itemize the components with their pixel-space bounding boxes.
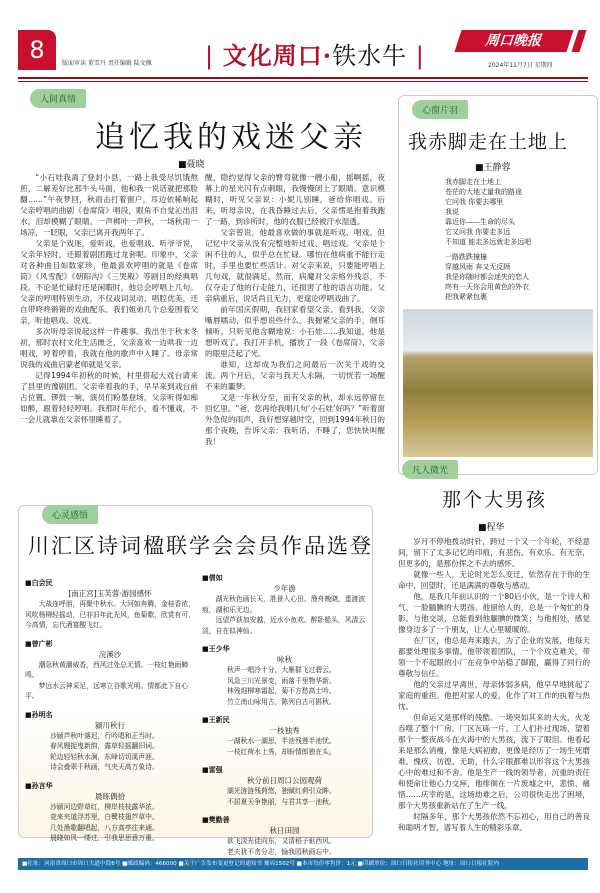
column-badge-xinchuang: 心窗片羽 bbox=[412, 100, 468, 119]
poem-body bbox=[445, 177, 595, 302]
paragraph: 他的父亲过早离世，母亲体弱多病，他早早地挑起了家庭的重担。他把对家人的爱，化作了对工作的执着与热忱。 bbox=[398, 680, 590, 711]
paragraph: 父亲曾说，他最喜欢做的事就是听戏、唱戏。但记忆中父亲从没有完整地听过戏、唱过戏。父亲是个闲不住的人，似乎总在忙碌。哪怕在他病重不能行走时，手里也要忙些活计。对父亲来说，只要能哼唱上几句戏，就很满足。然而，病魔对父亲格外残忍，不仅夺走了他的行走能力，还损害了他的语言功能。父亲病重后，说话尚且无力，更遑论哼唱戏曲了。 bbox=[205, 228, 385, 303]
paragraph: 醒，隐约觉得父亲的臂弯就像一艘小船，摇啊摇，夜幕上的星光闪有点刺眼，我慢慢闭上了眼睛。意识模糊时，听见父亲说：小妮儿别睡，爸给你唱戏。后来，听母亲说，在我昏睡过去后，父亲愣是抱着我跑了一路，到诊所时，他的衣服已经被汗水湿透。 bbox=[205, 173, 385, 226]
column-badge-renjian: 人间真情 bbox=[30, 89, 86, 108]
poem-text: 不屈夏天争艳丽，与君共享一池秋。 bbox=[227, 797, 336, 806]
poem-text: 老夫犹不贪分志，愉我园秋画忘中。 bbox=[227, 847, 336, 856]
poem-text: 春风嫂捉曳新韵，露草轻摇翻旧词。 bbox=[50, 742, 159, 750]
poem-title: 少年游 bbox=[273, 584, 296, 593]
poetry-column-left bbox=[25, 570, 195, 844]
poem-text: 诗会叠翠千秋画，气夹天高万象诗。 bbox=[50, 763, 159, 771]
paragraph: 岁月不停地拨动时针，跨过一个又一个年轮，不经意间，留下了太多记忆的印痕，有悲伤、有欢乐、有无奈，但更多的，是那份挥之不去的感怀。 bbox=[398, 537, 590, 568]
paragraph: 又是一年秋分至，而有父亲的秋，却永远停留在回忆里。“爸，您再给我唱几句‘小石娃’好吗？”听着窗外急促的雨声，我好想穿越时空，回到1994年秋日的那个夜晚，告诉父亲：我听话，不睡了，您快快叫醒我！ bbox=[205, 393, 385, 446]
paragraph: 但命运又是那样的残酷。一场突如其来的大火，火龙吞噬了整个厂房，厂区瓦砾一片。工人们扑过现场，望着那个一整夜战斗在火海中的大男孩，流下了眼泪。他看起来是那么消瘦，像是大病初愈，更像是经历了一场生死磨难。愧疚、彷徨、无助，什么字眼都难以形容这个大男孩心中的难过和不舍。他是生产一线的领导者，沉重的责任和使命让他心力交瘁，他徘徊在一片废墟之中，悲愤、痛惜……庆幸的是，这场劫难之后，公司很快走出了困境，那个大男孩重新站在了生产一线。 bbox=[398, 713, 590, 810]
paragraph: 前年国庆假期，我回家看望父亲。看到我，父亲嘴唇嚅动，似乎想说些什么。我握紧父亲的手，侧耳倾听，只听见他含糊地说：小石娃……我知道，他是想听戏了。我打开手机，播放了一段《卷席筒》，父亲的眼里泛起了光。 bbox=[205, 305, 385, 358]
poem-author: ■王新民 bbox=[202, 716, 230, 724]
column-badge-xinling: 心灵感悟 bbox=[42, 505, 98, 524]
poem-text: 欲飞淡光徒向东，又清稻子驱西风。 bbox=[227, 837, 336, 845]
poem-line: 靠近你——生命的尽头 bbox=[445, 218, 515, 226]
poetry-column-right bbox=[202, 565, 367, 857]
paragraph: 记得1994年初秋的时候，村里搭起大戏台请来了县里的豫剧团。父亲牵着我的手，早早来到戏台前占位置。锣鼓一响，演员们粉墨登场，父亲听得如痴如醉，跟着轻轻哼唱。我那时年纪小，看不懂戏，不一会儿就靠在父亲怀里睡着了。 bbox=[20, 371, 198, 424]
poem-text: 林残细柳寒霜起，菊不方愁高士吟。 bbox=[227, 687, 336, 695]
poem-title: [南正宫]玉芙蓉·游园感怀 bbox=[68, 589, 152, 598]
main-article-byline: ■聂晓 bbox=[178, 160, 205, 170]
poem-text: 晨晓如风一缕过，引我思思意万重。 bbox=[50, 834, 159, 842]
poem-author: ■白会民 bbox=[25, 579, 53, 587]
poem-author: ■孙明名 bbox=[25, 710, 53, 719]
poem-text: 几处渔歌翻唱起，八方高亭往来通。 bbox=[50, 823, 159, 832]
column-badge-fanren: 凡人微光 bbox=[402, 460, 458, 479]
right-article-body bbox=[398, 536, 590, 841]
poem-title: 浣溪沙 bbox=[98, 649, 122, 659]
poem-byline: ■王静蓉 bbox=[475, 163, 511, 173]
paragraph: 多次听母亲说起这样一件趣事。我出生于秋末冬初，那时农村文化生活匮乏，父亲喜欢一边哄我一边唱戏，哼着哼着，我就在他的歌声中入睡了。母亲常说我的戏曲启蒙老师就是父亲。 bbox=[20, 327, 198, 369]
poem-text: 湖光涟涟残荷悠，独赋红荷引众眸。 bbox=[227, 787, 336, 795]
section-masthead bbox=[205, 36, 425, 71]
poem-title: 一枝独秀 bbox=[269, 726, 300, 735]
poem-line: 把我紧紧包裹 bbox=[445, 293, 487, 301]
paragraph: 父亲是个戏迷，爱听戏，也爱唱戏。听爷爷说，父亲年轻时，还跟着剧团跑过龙套呢。印象中，父亲对各种曲目如数家珍，他最喜欢哼唱的就是《卷席筒》《风雪配》《朝阳沟》《三哭殿》等剧目的经典唱段。不论是忙碌时还是闲暇时，他总会哼唱上几句。父亲的哼唱特别生动，不仅戏词灵动、唱腔优美，还自带咚咚锵锵的戏曲配乐。我们姐弟几个总爱围着父亲，听他唱戏、说戏。 bbox=[20, 239, 198, 325]
poem-text: 沙颍河边野草红，柳岸枝枝露华浓。 bbox=[50, 802, 159, 811]
paragraph: 他，是我几年前认识的一个80后小伙，是一个诗人和气、一脸腼腆的大男孩。他留给人的，总是一个匆忙的身影。与他交谈，总能看到他腼腆的微笑；与他相处，感觉像身边多了一个朋友，让人心里暖暖的。 bbox=[398, 592, 590, 634]
masthead-bar-left: | bbox=[205, 42, 215, 70]
section-subtitle: 铁水牛 bbox=[332, 42, 408, 70]
poem-line: 终有一天你会用黄色的外衣 bbox=[445, 283, 529, 291]
poem-line: 苍茫的大地丈量我的路途 bbox=[445, 188, 522, 196]
poem-text: 湖光秋色画长天，胜景入心田。渔舟晚晓，蛋渡波痕，湖和乐无边。 bbox=[202, 595, 366, 614]
poem-line: 穿越风雨 奔又无反顾 bbox=[445, 263, 511, 271]
newspaper-logo: 周口晚报 bbox=[454, 30, 573, 52]
poem-line: 我是你随时都会迷失的恋人 bbox=[445, 273, 529, 281]
poem-line: 我赤脚走在土地上 bbox=[445, 178, 501, 186]
poem-title: 秋日田园 bbox=[269, 826, 300, 835]
issue-date: 2024年11月7日 星期四 bbox=[488, 62, 553, 69]
poem-title: 秋分前日周口公园观荷 bbox=[247, 776, 322, 785]
main-article-column-mid bbox=[205, 172, 385, 497]
poem-text: 秋声一唱冷十分，大雁群飞过碧云。 bbox=[227, 666, 336, 674]
poem-text: 轮边轻轻秋水涧，东峰切切溪声涯。 bbox=[50, 752, 159, 761]
footer-info-bar: ■社址：河南省周口市周口大道中段6号 ■邮政编码：466000 ■关于广告发布变更登记的通知书 豫周1502号 ■本市每份零售价：1元 ■印刷单位：周口日报社印务中心 地址：周口日报社院内 bbox=[18, 858, 588, 870]
poem-text: 潮急秋黄潮威香，西风过处总无情。一枝红艳雨蝉鸣。 bbox=[25, 660, 189, 679]
poem-title: 晨练偶拾 bbox=[95, 791, 125, 801]
paragraph: 谁知，这却成为我们之间最后一次关于戏的交流。两个月后，父亲与我天人永隔，一切恍若一场醒不来的噩梦。 bbox=[205, 360, 385, 391]
section-dot: · bbox=[322, 41, 333, 70]
poem-text: 风急三川光景变，雨落千里物华新。 bbox=[227, 676, 336, 685]
masthead-bar-right: | bbox=[415, 42, 425, 70]
poem-line: 不知道 能走多远就走多远吧 bbox=[445, 238, 532, 246]
right-article-title: 那个大男孩 bbox=[442, 489, 548, 511]
logo-stripe bbox=[571, 30, 586, 52]
poem-line: 我说 bbox=[445, 208, 459, 216]
poem-text: 竞来夹道浮苏里，白鹭枝翅芦草中。 bbox=[50, 813, 159, 821]
poem-author: ■樊勤善 bbox=[202, 816, 230, 824]
poem-author: ■曾广彬 bbox=[25, 639, 53, 648]
poem-text: 沙颍芦秋叶落迟，行吟唱和正当时。 bbox=[50, 731, 159, 740]
poem-author: ■王少华 bbox=[202, 645, 230, 653]
paragraph: 时隔多年，那个大男孩依然不忘初心，用自己的善良和聪明才智，谱写着人生的精彩乐章。 bbox=[398, 812, 590, 832]
paragraph: “小石娃我离了登封小县，一路上我受尽饥饿熬煎，二解差好比那牛头马面，他和我一说话就把那脸翻……”午夜梦回，秋雨击打着窗户，耳边依稀响起父亲哼唱的曲剧《卷席筒》唱段，眼角不自觉沁出泪水，泪却模糊了眼睛。一声梆叶一声秋，一场秋雨一场凉，一眨眼，父亲已离开我两年了。 bbox=[20, 173, 198, 237]
editors-credit: 版面审读 董雪丹 责任编辑 陆文佩 bbox=[62, 60, 152, 67]
main-article-title: 追忆我的戏迷父亲 bbox=[95, 120, 367, 155]
poem-title: 我赤脚走在土地上 bbox=[408, 131, 569, 153]
poem-text: 梦远水云神采足，远寒立谷歌光明。情都此下自心平。 bbox=[25, 681, 189, 700]
poem-line: 它又问我 你要走多远 bbox=[445, 228, 511, 236]
poem-author: ■雷强 bbox=[202, 766, 223, 774]
poem-line: 一路跌跌撞撞 bbox=[445, 253, 487, 261]
poem-author: ■倩如 bbox=[202, 574, 223, 582]
poem-title: 咏秋 bbox=[277, 655, 292, 664]
poem-text: 远望芦荻加安越，近水小鱼欢。醉卧船头，风清云淡，自在似神仙。 bbox=[202, 616, 366, 635]
poem-text: 一枝红荷水上秀，却盼情郎独在头。 bbox=[227, 747, 336, 756]
right-article-byline: ■程华 bbox=[478, 523, 505, 533]
section-title: 文化周口 bbox=[222, 41, 323, 70]
main-article-column-left bbox=[20, 172, 198, 497]
poem-text: 一湖秋水一湖思，半池残莲半池忧。 bbox=[227, 737, 336, 745]
poem-title: 颍川秋行 bbox=[95, 720, 125, 730]
field-photo bbox=[403, 309, 593, 457]
poem-line: 它问我 你要去哪里 bbox=[445, 198, 504, 206]
page-number: 8 bbox=[18, 30, 56, 70]
header-rule-thin bbox=[18, 81, 588, 82]
header-rule bbox=[18, 77, 588, 79]
paragraph: 在厂区，他总是奔来跑去，为了企业的发展，他每天都要处理很多事情。他带领着团队，一个个攻克难关，带领一个不起眼的小厂在竞争中站稳了脚跟，赢得了同行的尊敬与信任。 bbox=[398, 636, 590, 678]
poem-text: 大战连呼朋，再聚中秋水。大河如奔腾，金桂香浓，风吹杨柳轻摇动，已非旧年此光风，鱼菊歌，欣赏有可，今高情，忘代酒宴酸飞红。 bbox=[25, 600, 195, 629]
poem-author: ■孙言华 bbox=[25, 781, 53, 790]
poetry-section-title: 川汇区诗词楹联学会会员作品选登 bbox=[28, 534, 373, 558]
poem-text: 竹立南山咏用古，陈列自古可斟秋。 bbox=[227, 697, 336, 706]
paragraph: 就像一些人，无论时光怎么变迁，依然存在于你的生命中，回望时，还是满满的尊敬与感动。 bbox=[398, 570, 590, 590]
